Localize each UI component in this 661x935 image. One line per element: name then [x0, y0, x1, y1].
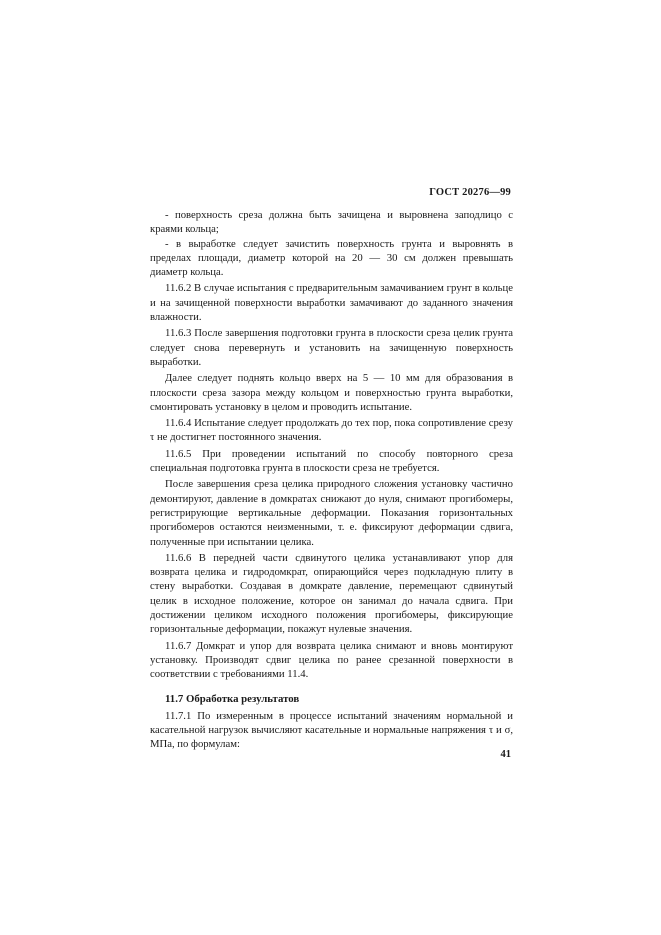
paragraph: 11.6.2 В случае испытания с предварительным замачиванием грунт в кольце и на зачищенной поверхности выработки замачивают до заданного значения влажности.	[150, 282, 513, 324]
paragraph: 11.6.4 Испытание следует продолжать до тех пор, пока сопротивление срезу τ не достигнет постоянного значения.	[150, 417, 513, 444]
paragraph: После завершения среза целика природного сложения установку частично демонтируют, давление в домкратах снижают до нуля, снимают прогибомеры, регистрирующие вертикальные деформации. Показания горизонтальных прогибомеров остаются неизменными, т. е. фиксируют деформации сдвига, полученные при испытании целика.	[150, 478, 513, 548]
paragraph: 11.7.1 По измеренным в процессе испытаний значениям нормальной и касательной нагрузок вычисляют касательные и нормальные напряжения τ и σ, МПа, по формулам:	[150, 709, 513, 751]
section-heading: 11.7 Обработка результатов	[165, 692, 300, 705]
paragraph: Далее следует поднять кольцо вверх на 5 — 10 мм для образования в плоскости среза зазора между кольцом и поверхностью грунта выработки, смонтировать установку в целом и проводить испытание.	[150, 372, 513, 413]
paragraph: 11.6.5 При проведении испытаний по способу повторного среза специальная подготовка грунта в плоскости среза не требуется.	[150, 447, 513, 475]
document-header: ГОСТ 20276—99	[429, 187, 511, 198]
paragraph: 11.6.7 Домкрат и упор для возврата целика снимают и вновь монтируют установку. Производят сдвиг целика по ранее срезанной поверхности в соответствии с требованиями 11.4.	[150, 639, 513, 681]
paragraph: - в выработке следует зачистить поверхность грунта и выровнять в пределах площади, диаметр которой на 20 — 30 см должен превышать диаметр кольца.	[150, 237, 513, 279]
paragraph: 11.6.3 После завершения подготовки грунта в плоскости среза целик грунта следует снова перевернуть и установить на зачищенную поверхность выработки.	[150, 327, 513, 368]
paragraph: 11.6.6 В передней части сдвинутого целика устанавливают упор для возврата целика и гидродомкрат, опирающийся через подкладную плиту в стену выработки. Создавая в домкрате давление, перемещают сдвинутый целик в исходное положение, которое он занимал до начала сдвига. При достижении целиком исходного положения прогибомеры, фиксирующие горизонтальные деформации, покажут нулевые значения.	[150, 551, 513, 636]
document-body	[150, 208, 513, 752]
page-number: 41	[500, 749, 511, 760]
paragraph: - поверхность среза должна быть зачищена и выровнена заподлицо с краями кольца;	[150, 209, 513, 236]
